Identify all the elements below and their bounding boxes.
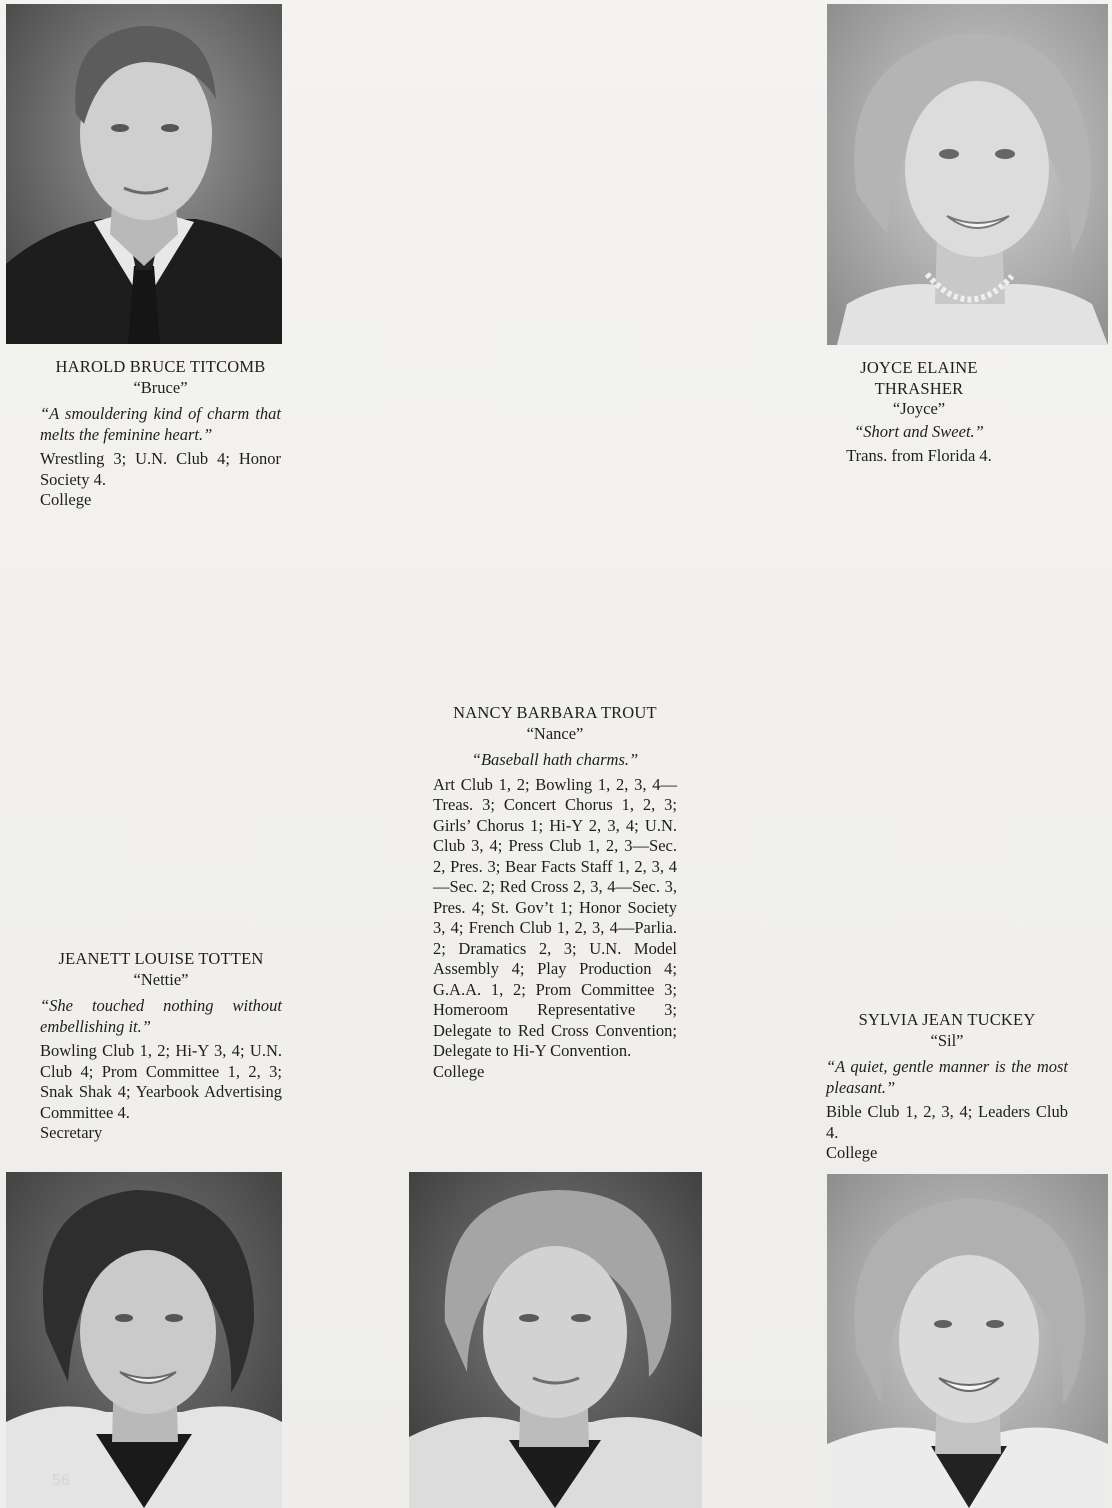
student-nickname: “Nance” <box>526 723 584 743</box>
student-name: JEANETT LOUISE TOTTEN <box>58 949 264 968</box>
portrait-nancy-trout <box>409 1172 702 1508</box>
portrait-joyce-thrasher <box>827 4 1108 345</box>
student-activities: Art Club 1, 2; Bowling 1, 2, 3, 4—Treas. 3; Concert Chorus 1, 2, 3; Girls’ Chorus 1; Hi-Y 2, 3, 4; U.N. Club 3, 4; Press Club 1, 2, 3—Sec. 2, Pres. 3; Bear Facts Staff 1, 2, 3, 4—Sec. 2; Red Cross 2, 3, 4—Sec. 3, Pres. 4; St. Gov’t 1; Honor Society 3, 4; French Club 1, 2, 3, 4—Parlia. 2; Dramatics 2, 3; U.N. Model Assembly 4; Play Production 4; G.A.A. 1, 2; Prom Committee 3; Homeroom Representative 3; Delegate to Red Cross Convention; Delegate to Hi-Y Convention. <box>433 774 677 1060</box>
student-activities: Wrestling 3; U.N. Club 4; Honor Society 4. <box>40 449 281 489</box>
student-nickname: “Sil” <box>930 1030 964 1050</box>
student-activities: Bible Club 1, 2, 3, 4; Leaders Club 4. <box>826 1102 1068 1142</box>
student-name-line2: THRASHER <box>874 378 964 398</box>
student-plans: College <box>40 490 92 509</box>
page-number: 56 <box>52 1472 70 1489</box>
student-plans: Secretary <box>40 1123 103 1142</box>
student-name: NANCY BARBARA TROUT <box>453 703 657 722</box>
bio-nancy-trout <box>433 703 677 1082</box>
student-quote: “A quiet, gentle manner is the most pleasant.” <box>826 1057 1068 1097</box>
student-nickname: “Bruce” <box>133 377 188 397</box>
student-nickname: “Joyce” <box>892 399 946 418</box>
student-quote: “She touched nothing without embellishing it.” <box>40 996 282 1036</box>
student-nickname: “Nettie” <box>133 969 189 989</box>
portrait-harold-titcomb <box>6 4 282 344</box>
student-activities: Bowling Club 1, 2; Hi-Y 3, 4; U.N. Club 4; Prom Committee 1, 2, 3; Snak Shak 4; Yearbook Advertising Committee 4. <box>40 1041 282 1122</box>
bio-sylvia-tuckey <box>826 1010 1068 1164</box>
portrait-jeanett-totten <box>6 1172 282 1508</box>
bio-jeanett-totten <box>40 949 282 1144</box>
student-name-line1: JOYCE ELAINE <box>860 358 978 377</box>
student-name: SYLVIA JEAN TUCKEY <box>858 1010 1036 1029</box>
student-quote: “A smouldering kind of charm that melts the feminine heart.” <box>40 404 281 444</box>
student-quote: “Baseball hath charms.” <box>471 750 639 769</box>
bio-joyce-thrasher <box>826 358 1012 467</box>
student-plans: College <box>826 1143 878 1162</box>
portrait-sylvia-tuckey <box>827 1174 1108 1508</box>
bio-harold-titcomb <box>40 357 281 511</box>
student-quote: “Short and Sweet.” <box>854 421 984 441</box>
student-plans: College <box>433 1061 485 1081</box>
student-name: HAROLD BRUCE TITCOMB <box>55 357 266 376</box>
student-activities: Trans. from Florida 4. <box>846 446 992 465</box>
